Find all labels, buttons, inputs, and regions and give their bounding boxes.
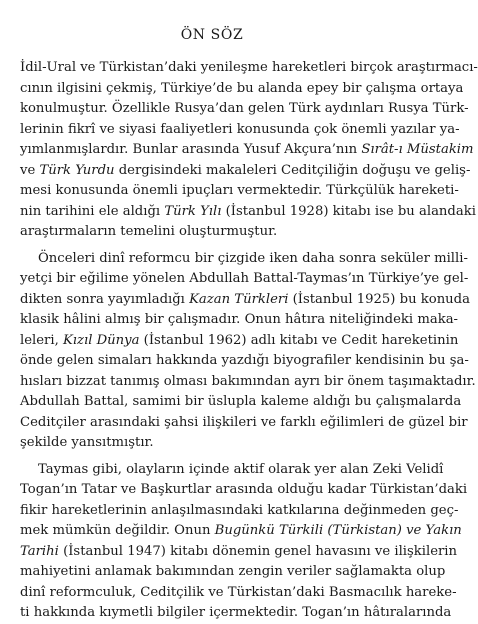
- text-line: [20, 562, 446, 583]
- text-span: yımlanmışlardır. Bunlar arasında Yusuf Akçura’nın: [20, 142, 362, 157]
- text-span: dergisindeki makaleleri Ceditçiliğin doğuşu ve geliş-: [114, 162, 471, 178]
- italic-title-span: Bugünkü Türkili (Türkistan) ve Yakın: [214, 523, 462, 538]
- paragraph: [20, 58, 478, 243]
- text-line: [20, 181, 459, 202]
- text-line: [20, 269, 469, 290]
- text-line: [20, 222, 404, 243]
- text-span: konulmuştur. Özellikle Rusya’dan gelen Türk aydınları Rusya Türk-: [20, 101, 469, 116]
- text-span: önde gelen simaları hakkında yazdığı biyografiler kendisinin bu şa-: [20, 353, 469, 368]
- text-line: [20, 331, 459, 352]
- text-line: [20, 161, 471, 182]
- text-span: klasik hâlini almış bir çalışmadır. Onun hâtıra niteliğindeki maka-: [20, 312, 459, 327]
- text-span: lerinin fikrî ve siyasi faaliyetleri konusunda çok önemli yazılar ya-: [20, 121, 460, 137]
- italic-title-span: Kızıl Dünya: [62, 332, 140, 348]
- text-line: [20, 140, 474, 161]
- text-span: (İstanbul 1962) adlı kitabı ve Cedit hareketinin: [139, 332, 459, 348]
- text-line: [20, 413, 468, 434]
- text-span: Togan’ın Tatar ve Başkurtlar arasında olduğu kadar Türkistan’daki: [20, 482, 468, 497]
- text-span: Taymas gibi, olayların içinde aktif olarak yer alan Zeki Velidî: [38, 461, 444, 477]
- text-line: [20, 79, 464, 100]
- text-line: [20, 521, 462, 542]
- text-span: dikten sonra yayımladığı: [20, 291, 190, 307]
- paragraph: [20, 249, 476, 454]
- text-span: fikir hareketlerinin anlaşılmasındaki katkılarına değinmeden geç-: [20, 502, 459, 518]
- text-line: [20, 290, 470, 311]
- text-span: mahiyetini anlamak bakımından zengin veriler sağlamakta olup: [20, 564, 446, 579]
- italic-title-span: Tarihi: [20, 543, 59, 559]
- text-span: araştırmaların temelini oluşturmuştur.: [20, 224, 278, 239]
- text-span: şekilde yansıtmıştır.: [20, 435, 154, 450]
- text-line: [20, 372, 476, 393]
- text-span: Abdullah Battal, samimi bir üslupla kaleme aldığı bu çalışmalarda: [20, 394, 462, 409]
- text-line: [20, 249, 468, 270]
- text-span: dinî reformculuk, Ceditçilik ve Türkistan’daki Basmacılık hareke-: [20, 584, 457, 600]
- text-span: (İstanbul 1925) bu konuda: [288, 291, 470, 307]
- italic-title-span: Kazan Türkleri: [189, 291, 289, 307]
- text-span: cının ilgisini çekmiş, Türkiye’de bu alanda epey bir çalışma ortaya: [20, 80, 464, 96]
- italic-title-span: Türk Yurdu: [39, 162, 115, 178]
- text-span: İdil-Ural ve Türkistan’daki yenileşme hareketleri birçok araştırmacı-: [20, 60, 478, 75]
- text-span: ti hakkında kıymetli bilgiler içermektedir. Togan’ın hâtıralarında: [20, 605, 452, 620]
- text-line: [20, 480, 468, 501]
- text-line: [20, 501, 459, 522]
- text-span: (İstanbul 1928) kitabı ise bu alandaki: [221, 203, 476, 219]
- italic-title-span: Sırât-ı Müstakim: [361, 142, 474, 157]
- text-line: [20, 120, 460, 141]
- text-span: mek mümkün değildir. Onun: [20, 523, 215, 538]
- body-text: [20, 58, 478, 624]
- text-line: [20, 433, 404, 454]
- text-line: [20, 392, 462, 413]
- text-line: [20, 603, 452, 624]
- text-span: leleri,: [20, 332, 63, 348]
- text-line: [20, 351, 469, 372]
- text-span: mesi konusunda önemli ipuçları vermektedir. Türkçülük hareketi-: [20, 183, 459, 198]
- text-line: [20, 583, 457, 604]
- text-span: (İstanbul 1947) kitabı dönemin genel havasını ve ilişkilerin: [58, 543, 458, 559]
- page-title: ÖN SÖZ: [180, 27, 244, 43]
- text-span: nin tarihini ele aldığı: [20, 203, 165, 219]
- text-span: Ceditçiler arasındaki şahsi ilişkileri ve farklı eğilimleri de güzel bir: [20, 414, 468, 430]
- text-span: hısları bizzat tanımış olması bakımından ayrı bir önem taşımaktadır.: [20, 373, 476, 389]
- text-span: Önceleri dinî reformcu bir çizgide iken daha sonra seküler milli-: [38, 250, 468, 266]
- text-line: [20, 202, 476, 223]
- paragraph: [20, 460, 468, 624]
- text-line: [20, 460, 444, 481]
- text-line: [20, 58, 478, 79]
- text-span: yetçi bir eğilime yönelen Abdullah Battal-Taymas’ın Türkiye’ye gel-: [20, 271, 469, 286]
- text-span: ve: [20, 162, 40, 178]
- italic-title-span: Türk Yılı: [164, 203, 222, 219]
- text-line: [20, 99, 469, 120]
- text-line: [20, 542, 458, 563]
- text-line: [20, 310, 459, 331]
